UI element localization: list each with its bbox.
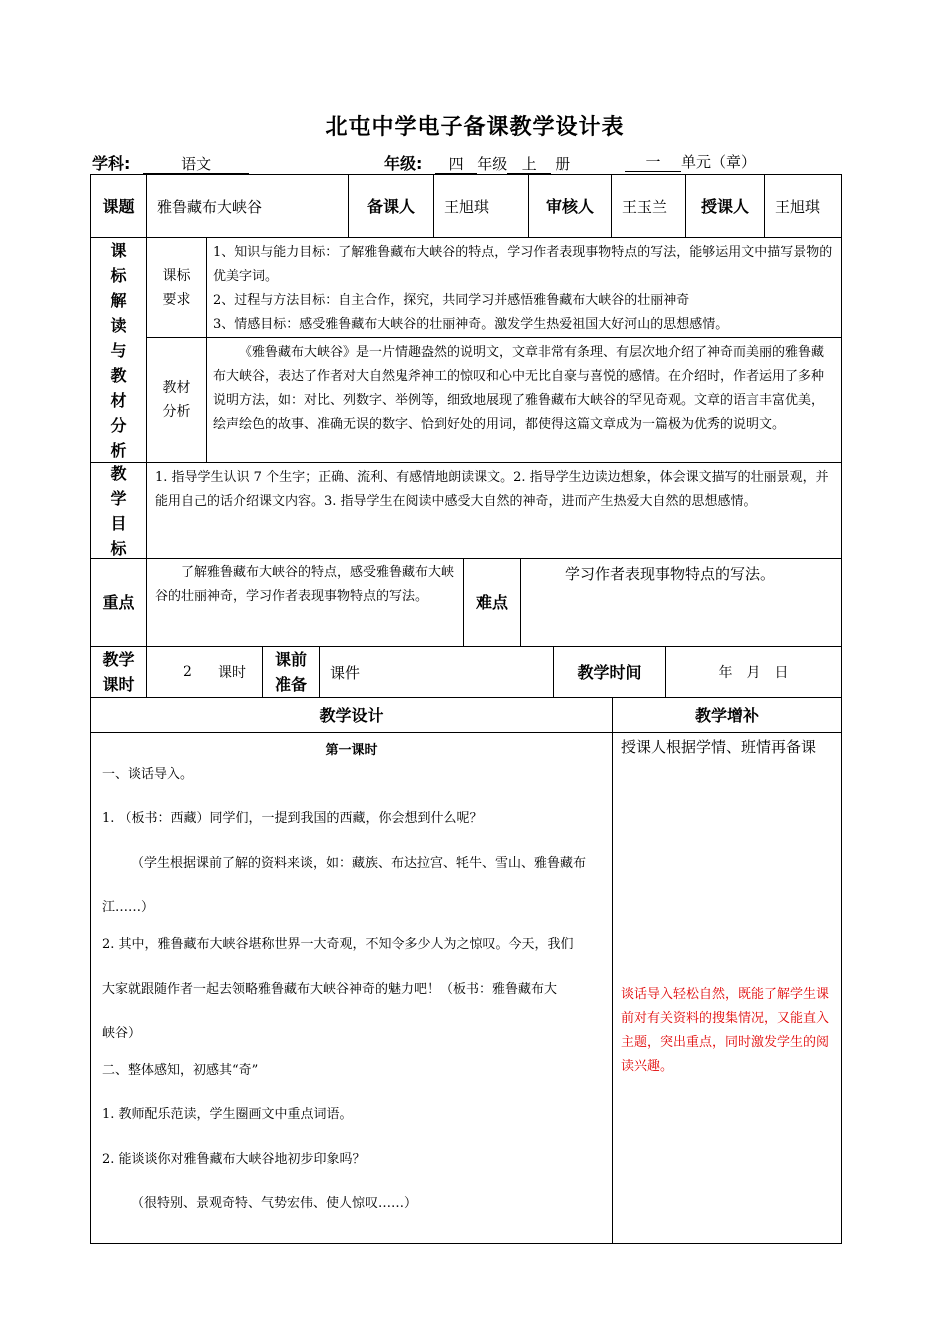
- preparation-label: 课前准备: [262, 646, 320, 698]
- preparation-value: 课件: [319, 646, 554, 698]
- difficulty-text: 学习作者表现事物特点的写法。: [565, 565, 776, 583]
- design-line: 1. 教师配乐范读，学生圈画文中重点词语。: [102, 1107, 353, 1122]
- design-line: 一、谈话导入。: [102, 767, 194, 782]
- teaching-time-label: 教学时间: [553, 646, 666, 698]
- objectives-text: 1. 指导学生认识 7 个生字；正确、流利、有感情地朗读课文。2. 指导学生边读边想象，体会课文描写的壮丽景观，并能用自己的话介绍课文内容。3. 指导学生在阅读中感受大自然的神奇，进而产生热爱大自然的思想感情。: [155, 470, 829, 509]
- teaching-hours-value: [146, 646, 263, 698]
- standards-line: 2、过程与方法目标：自主合作，探究，共同学习并感悟雅鲁藏布大峡谷的壮丽神奇: [213, 293, 690, 308]
- key-point-label: 重点: [90, 558, 147, 647]
- unit-field: [625, 151, 756, 172]
- grade-unit: 年级: [477, 155, 508, 173]
- reviewer-label: 审核人: [528, 174, 612, 238]
- standards-label: 课标要求: [146, 237, 207, 338]
- design-line: 峡谷）: [102, 1026, 142, 1041]
- supplement-content: [612, 732, 842, 1244]
- volume-value: 上: [507, 155, 551, 174]
- design-line: 江……）: [102, 900, 155, 915]
- standards-line: 3、情感目标：感受雅鲁藏布大峡谷的壮丽神奇。激发学生热爱祖国大好河山的思想感情。: [213, 317, 729, 332]
- subject-label: 学科:: [92, 154, 131, 173]
- analysis-label: 课标解读与教材分析: [90, 237, 147, 463]
- grade-label: 年级:: [384, 154, 423, 173]
- objectives-label: 教学目标: [90, 462, 147, 559]
- volume-unit: 册: [555, 155, 571, 173]
- design-line: （学生根据课前了解的资料来谈，如：藏族、布达拉宫、牦牛、雪山、雅鲁藏布: [131, 856, 587, 871]
- standards-content: [206, 237, 842, 338]
- supplement-comment: 谈话导入轻松自然，既能了解学生课前对有关资料的搜集情况，又能直入主题，突出重点，同时激发学生的阅读兴趣。: [621, 987, 830, 1074]
- teacher-label: 授课人: [685, 174, 765, 238]
- design-line: 二、整体感知，初感其“奇”: [102, 1063, 259, 1078]
- design-line: 2. 能谈谈你对雅鲁藏布大峡谷地初步印象吗？: [102, 1152, 366, 1167]
- lesson-title: 第一课时: [325, 743, 378, 758]
- design-line: （很特别、景观奇特、气势宏伟、使人惊叹……）: [131, 1196, 418, 1211]
- day-label: 日: [774, 665, 789, 681]
- design-content: [90, 732, 613, 1244]
- difficulty-content: [520, 558, 842, 647]
- reviewer-value: 王玉兰: [611, 174, 686, 238]
- teacher-value: 王旭琪: [764, 174, 842, 238]
- design-line: 大家就跟随作者一起去领略雅鲁藏布大峡谷神奇的魅力吧！（板书：雅鲁藏布大: [102, 982, 558, 997]
- key-point-text: 了解雅鲁藏布大峡谷的特点，感受雅鲁藏布大峡谷的壮丽神奇，学习作者表现事物特点的写法。: [155, 565, 455, 604]
- teaching-time-value: [665, 646, 842, 698]
- teaching-hours-label: 教学课时: [90, 646, 147, 698]
- textbook-label: 教材分析: [146, 337, 207, 463]
- design-line: 1. （板书：西藏）同学们，一提到我国的西藏，你会想到什么呢？: [102, 811, 483, 826]
- preparer-value: 王旭琪: [433, 174, 529, 238]
- subject-value: 语文: [143, 155, 249, 174]
- month-label: 月: [746, 665, 761, 681]
- grade-value: 四: [435, 155, 477, 174]
- subject-field: [92, 151, 249, 174]
- unit-value: 一: [625, 153, 681, 172]
- textbook-content: [206, 337, 842, 463]
- year-label: 年: [718, 665, 733, 681]
- supplement-note: 授课人根据学情、班情再备课: [621, 738, 817, 756]
- difficulty-label: 难点: [463, 558, 521, 647]
- topic-label: 课题: [90, 174, 147, 238]
- preparer-label: 备课人: [348, 174, 434, 238]
- textbook-text: 《雅鲁藏布大峡谷》是一片情趣盎然的说明文，文章非常有条理、有层次地介绍了神奇而美丽的雅鲁藏布大峡谷，表达了作者对大自然鬼斧神工的惊叹和心中无比自豪与喜悦的感情。在介绍时，作者运用了多种说明方法，如：对比、列数字、举例等，细致地展现了雅鲁藏布大峡谷的罕见奇观。文章的语言丰富优美，绘声绘色的故事、准确无误的数字、恰到好处的用词，都使得这篇文章成为一篇极为优秀的说明文。: [213, 345, 825, 432]
- objectives-content: [146, 462, 842, 559]
- supplement-header: 教学增补: [612, 697, 842, 733]
- hours-number: 2: [183, 664, 192, 680]
- grade-field: [384, 151, 570, 174]
- unit-suffix: 单元（章）: [681, 153, 757, 171]
- hours-unit: 课时: [218, 665, 246, 681]
- key-point-content: [146, 558, 464, 647]
- standards-line: 1、知识与能力目标：了解雅鲁藏布大峡谷的特点，学习作者表现事物特点的写法，能够运用文中描写景物的优美字词。: [213, 245, 833, 284]
- page-title: 北屯中学电子备课教学设计表: [325, 115, 625, 140]
- topic-value: 雅鲁藏布大峡谷: [146, 174, 349, 238]
- design-header: 教学设计: [90, 697, 613, 733]
- design-line: 2. 其中，雅鲁藏布大峡谷堪称世界一大奇观，不知令多少人为之惊叹。今天，我们: [102, 937, 574, 952]
